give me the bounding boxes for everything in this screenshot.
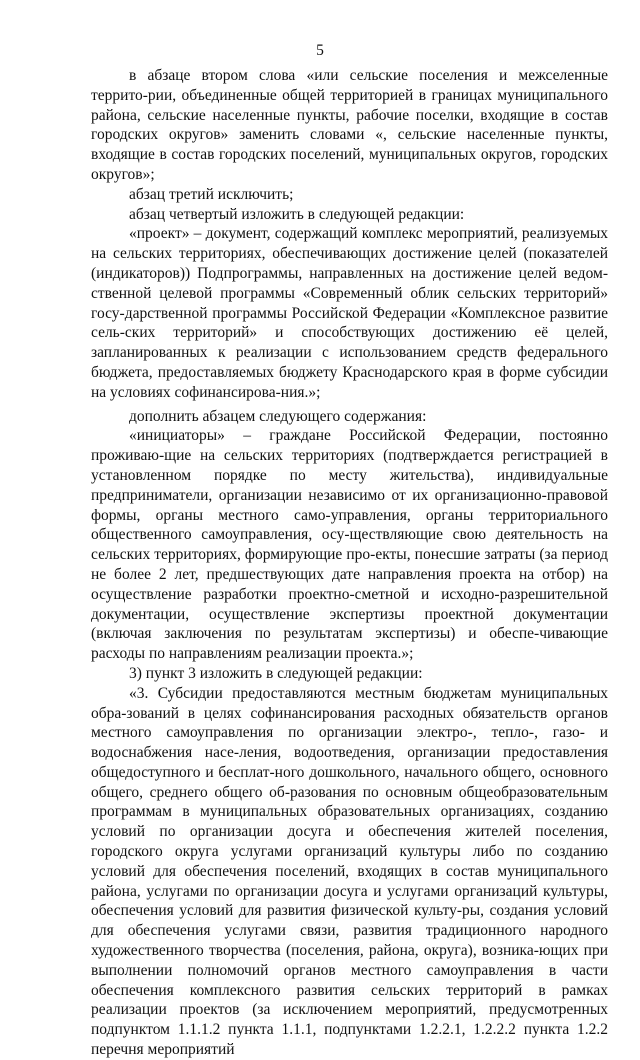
paragraph-point-3-intro: 3) пункт 3 изложить в следующей редакции: [129, 664, 423, 682]
paragraph-add-abzac: дополнить абзацем следующего содержания: [129, 407, 427, 425]
paragraph-abzac-4-intro: абзац четвертый изложить в следующей редакции: [129, 205, 465, 223]
document-body [91, 66, 608, 1060]
paragraph-project-definition: «проект» – документ, содержащий комплекс мероприятий, реализуемых на сельских территориях, обеспечивающих достижение целей (показателей (индикаторов)) Подпрограммы, направленных на достижение целей ведом-ственной целевой программы «Современный облик сельских территорий» госу-дарственной программы Российской Федерации «Комплексное развитие сель-ских территорий» и способствующих достижению её целей, запланированных к реализации с использованием средств федерального бюджета, предоставляемых бюджету Краснодарского края в форме субсидии на условиях софинансирова-ния.»; [91, 225, 608, 401]
page-number: 5 [316, 42, 324, 59]
paragraph-point-3-text: «3. Субсидии предоставляются местным бюджетам муниципальных обра-зований в целях софинансирования расходных обязательств органов местного самоуправления по организации электро-, тепло-, газо- и водоснабжения насе-ления, водоотведения, организации предоставления общедоступного и бесплат-ного дошкольного, начального общего, основного общего, среднего общего об-разования по основным общеобразовательным программам в муниципальных образовательных организациях, созданию условий по организации досуга и обеспечения жителей поселения, городского округа услугами организаций культуры либо по созданию условий для обеспечения поселений, входящих в состав муниципального района, услугами по организации досуга и услугами организаций культуры, обеспечения условий для развития физической культу-ры, создания условий для обеспечения услугами связи, развития традиционного народного художественного творчества (поселения, района, округа), возника-ющих при выполнении полномочий органов местного самоуправления в части обеспечения комплексного развития сельских территорий в рамках реализации проектов (за исключением мероприятий, предусмотренных подпунктом 1.1.1.2 пункта 1.1.1, подпунктами 1.2.2.1, 1.2.2.2 пункта 1.2.2 перечня мероприятий [91, 684, 608, 1059]
paragraph-initiators-definition: «инициаторы» – граждане Российской Федерации, постоянно проживаю-щие на сельских территориях (подтверждается регистрацией в установленном порядке по месту жительства), индивидуальные предприниматели, организации независимо от их организационно-правовой формы, органы местного само-управления, органы территориального общественного самоуправления, осу-ществляющие свою деятельность на сельских территориях, формирующие про-екты, понесшие затраты (за период не более 2 лет, предшествующих дате направления проекта на отбор) на осуществление разработки проектно-сметной и исходно-разрешительной документации, осуществление экспертизы проектной документации (включая заключения по результатам экспертизы) и обеспе-чивающие расходы по направлениям реализации проекта.»; [91, 427, 608, 663]
paragraph-amendment-abzac-2: в абзаце втором слова «или сельские поселения и межселенные террито-рии, объединенные общей территорией в границах муниципального района, сельские населенные пункты, рабочие поселки, входящие в состав городских округов» заменить словами «, сельские населенные пункты, входящие в состав городских поселений, муниципальных округов, городских округов»; [91, 67, 608, 183]
paragraph-abzac-3-delete: абзац третий исключить; [129, 185, 294, 203]
